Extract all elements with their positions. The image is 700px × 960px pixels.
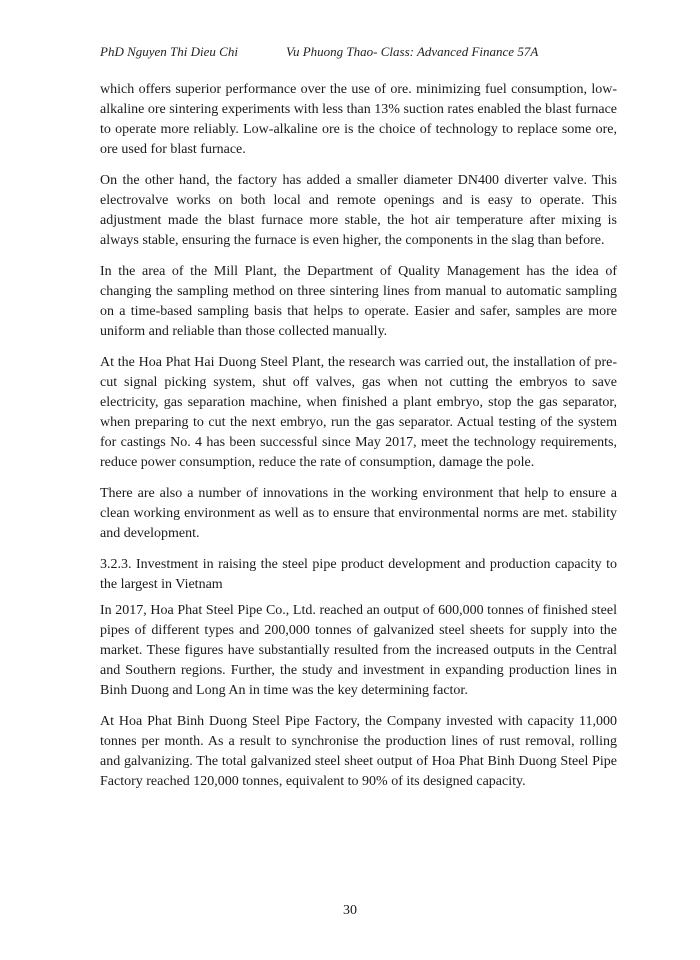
header-author: PhD Nguyen Thi Dieu Chi [100,44,238,59]
section-heading-3-2-3: 3.2.3. Investment in raising the steel pipe product development and production capacity to the largest in Vietnam [100,557,617,592]
paragraph-mill-plant: In the area of the Mill Plant, the Department of Quality Management has the idea of changing the sampling method on three sintering lines from manual to automatic sampling on a time-based sampling basis that helps to operate. Easier and safer, samples are more uniform and reliable than those collected manually. [100,264,617,339]
paragraph-working-environment: There are also a number of innovations in the working environment that help to ensure a clean working environment as well as to ensure that environmental norms are met. stability and development. [100,486,617,541]
paragraph-diverter-valve: On the other hand, the factory has added a smaller diameter DN400 diverter valve. This electrovalve works on both local and remote openings and is easy to operate. This adjustment made the blast furnace more stable, the hot air temperature after mixing is always stable, ensuring the furnace is even higher, the components in the slag than before. [100,173,617,248]
document-body [100,80,617,803]
page-number: 30 [343,903,357,918]
paragraph-ore-sintering: which offers superior performance over the use of ore. minimizing fuel consumption, low-alkaline ore sintering experiments with less than 13% suction rates enabled the blast furnace to operate more reliably. Low-alkaline ore is the choice of technology to replace some ore, ore used for blast furnace. [100,82,617,157]
header-student: Vu Phuong Thao- Class: Advanced Finance 57A [286,44,539,59]
paragraph-binh-duong-factory: At Hoa Phat Binh Duong Steel Pipe Factory, the Company invested with capacity 11,000 tonnes per month. As a result to synchronise the production lines of rust removal, rolling and galvanizing. The total galvanized steel sheet output of Hoa Phat Binh Duong Steel Pipe Factory reached 120,000 tonnes, equivalent to 90% of its designed capacity. [100,714,617,789]
paragraph-hai-duong-plant: At the Hoa Phat Hai Duong Steel Plant, the research was carried out, the installation of pre-cut signal picking system, shut off valves, gas when not cutting the embryos to save electricity, gas separation machine, when finished a plant embryo, stop the gas separator, when preparing to cut the next embryo, run the gas separator. Actual testing of the system for castings No. 4 has been successful since May 2017, meet the technology requirements, reduce power consumption, reduce the rate of consumption, damage the pole. [100,355,617,470]
paragraph-steel-pipe-output: In 2017, Hoa Phat Steel Pipe Co., Ltd. reached an output of 600,000 tonnes of finished steel pipes of different types and 200,000 tonnes of galvanized steel sheets for supply into the market. These figures have substantially resulted from the increased outputs in the Central and Southern regions. Further, the study and investment in expanding production lines in Binh Duong and Long An in time was the key determining factor. [100,603,617,698]
